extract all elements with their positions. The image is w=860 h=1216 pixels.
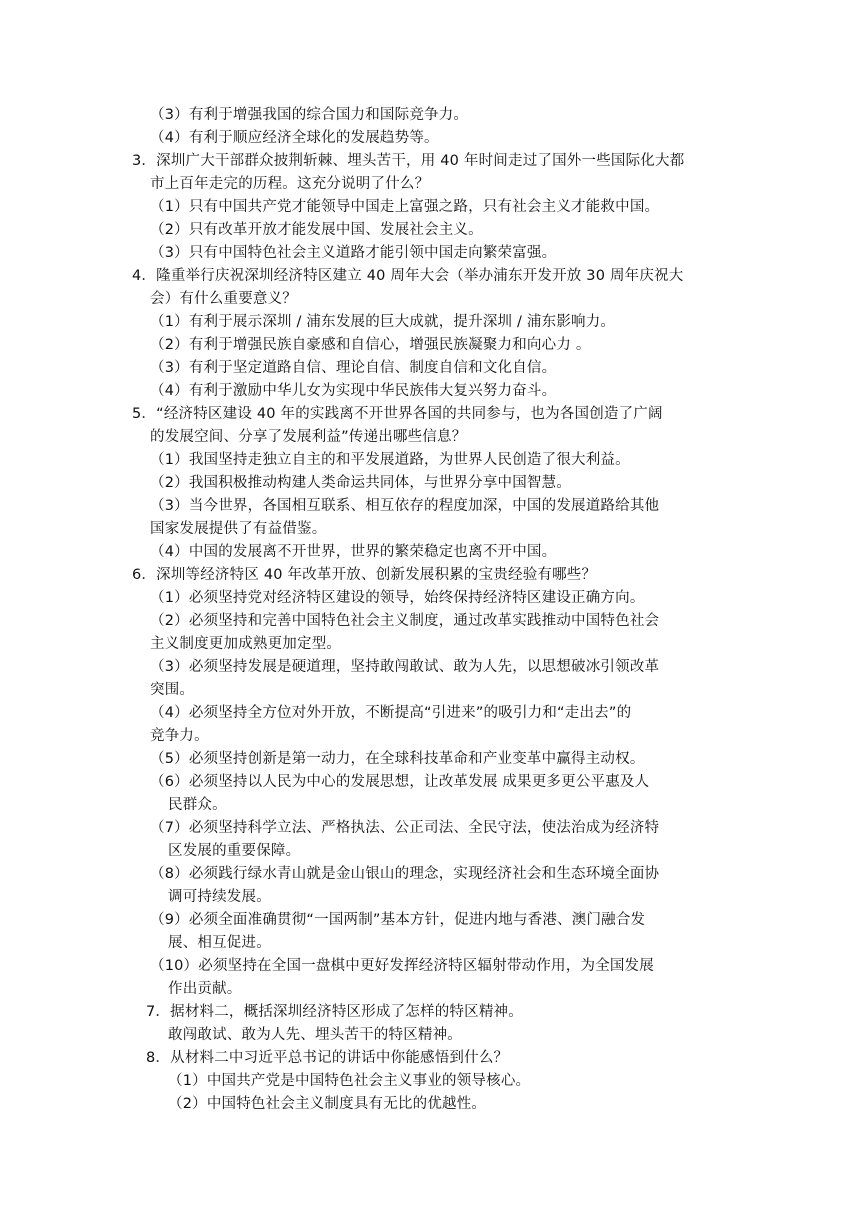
answer-line: （4）有利于激励中华儿女为实现中华民族伟大复兴努力奋斗。: [150, 383, 557, 399]
question-line: 市上百年走完的历程。这充分说明了什么？: [150, 176, 430, 192]
answer-line: （1）我国坚持走独立自主的和平发展道路，为世界人民创造了很大利益。: [150, 452, 630, 468]
answer-line: （3）只有中国特色社会主义道路才能引领中国走向繁荣富强。: [150, 245, 557, 261]
question-line: 7．据材料二，概括深圳经济特区形成了怎样的特区精神。: [146, 1004, 523, 1020]
answer-line: 民群众。: [168, 797, 227, 813]
answer-line: 敢闯敢试、敢为人先、埋头苦干的特区精神。: [168, 1027, 462, 1043]
answer-line: （3）有利于坚定道路自信、理论自信、制度自信和文化自信。: [150, 360, 557, 376]
question-line: 会）有什么重要意义？: [150, 291, 297, 307]
answer-line: 展、相互促进。: [168, 935, 271, 951]
answer-line: 竞争力。: [150, 728, 209, 744]
answer-line: （2）我国积极推动构建人类命运共同体，与世界分享中国智慧。: [150, 475, 572, 491]
answer-line: （3）有利于增强我国的综合国力和国际竞争力。: [150, 107, 469, 123]
answer-line: （2）中国特色社会主义制度具有无比的优越性。: [168, 1096, 487, 1112]
question-line: 8．从材料二中习近平总书记的讲话中你能感悟到什么？: [146, 1050, 509, 1066]
answer-line: （3）当今世界，各国相互联系、相互依存的程度加深，中国的发展道路给其他: [150, 498, 660, 514]
answer-line: 作出贡献。: [168, 981, 242, 997]
answer-line: （1）有利于展示深圳 / 浦东发展的巨大成就，提升深圳 / 浦东影响力。: [150, 314, 616, 330]
question-line: 6．深圳等经济特区 40 年改革开放、创新发展积累的宝贵经验有哪些？: [132, 567, 597, 583]
answer-line: （4）必须坚持全方位对外开放，不断提高“引进来”的吸引力和“走出去”的: [150, 705, 632, 721]
question-line: 3．深圳广大干部群众披荆斩棘、埋头苦干，用 40 年时间走过了国外一些国际化大都: [132, 153, 685, 169]
answer-line: 突围。: [150, 682, 195, 698]
answer-line: （8）必须践行绿水青山就是金山银山的理念，实现经济社会和生态环境全面协: [150, 866, 660, 882]
answer-line: （6）必须坚持以人民为中心的发展思想，让改革发展 成果更多更公平惠及人: [150, 774, 650, 790]
answer-line: 调可持续发展。: [168, 889, 271, 905]
answer-line: （3）必须坚持发展是硬道理，坚持敢闯敢试、敢为人先，以思想破冰引领改革: [150, 659, 660, 675]
answer-line: （1）中国共产党是中国特色社会主义事业的领导核心。: [168, 1073, 531, 1089]
answer-line: （2）必须坚持和完善中国特色社会主义制度，通过改革实践推动中国特色社会: [150, 613, 660, 629]
answer-line: （1）必须坚持党对经济特区建设的领导，始终保持经济特区建设正确方向。: [150, 590, 645, 606]
answer-line: （7）必须坚持科学立法、严格执法、公正司法、全民守法，使法治成为经济特: [150, 820, 660, 836]
answer-line: （5）必须坚持创新是第一动力，在全球科技革命和产业变革中赢得主动权。: [150, 751, 645, 767]
answer-line: （4）中国的发展离不开世界，世界的繁荣稳定也离不开中国。: [150, 544, 557, 560]
question-line: 5．“经济特区建设 40 年的实践离不开世界各国的共同参与，也为各国创造了广阔: [132, 406, 663, 422]
question-line: 4．隆重举行庆祝深圳经济特区建立 40 周年大会（举办浦东开发开放 30 周年庆祝大: [132, 268, 684, 284]
answer-line: （4）有利于顺应经济全球化的发展趋势等。: [150, 130, 439, 146]
answer-line: （9）必须全面准确贯彻“一国两制”基本方针，促进内地与香港、澳门融合发: [150, 912, 646, 928]
answer-line: 国家发展提供了有益借鉴。: [150, 521, 327, 537]
question-line: 的发展空间、分享了发展利益”传递出哪些信息？: [150, 429, 467, 445]
answer-line: 主义制度更加成熟更加定型。: [150, 636, 342, 652]
answer-line: （10）必须坚持在全国一盘棋中更好发挥经济特区辐射带动作用，为全国发展: [150, 958, 654, 974]
answer-line: （2）只有改革开放才能发展中国、发展社会主义。: [150, 222, 483, 238]
answer-line: 区发展的重要保障。: [168, 843, 301, 859]
answer-line: （1）只有中国共产党才能领导中国走上富强之路，只有社会主义才能救中国。: [150, 199, 660, 215]
answer-line: （2）有利于增强民族自豪感和自信心，增强民族凝聚力和向心力 。: [150, 337, 591, 353]
